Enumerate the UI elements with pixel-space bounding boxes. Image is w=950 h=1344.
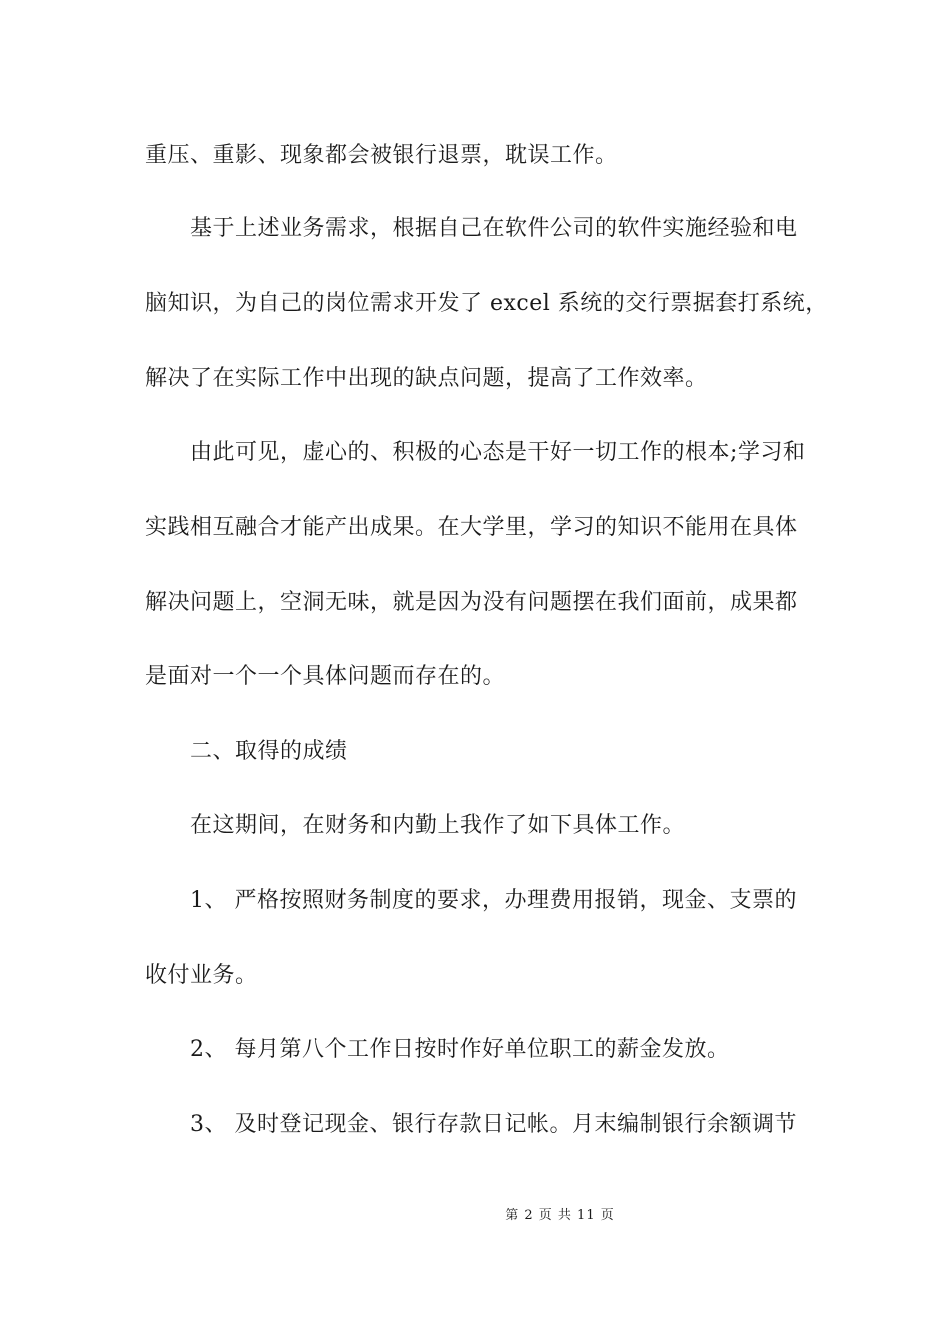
paragraph-line: 脑知识，为自己的岗位需求开发了 excel 系统的交行票据套打系统， xyxy=(145,291,828,316)
paragraph-line: 解决问题上，空洞无味，就是因为没有问题摆在我们面前，成果都 xyxy=(145,590,798,615)
paragraph-line: 由此可见，虚心的、积极的心态是干好一切工作的根本;学习和 xyxy=(190,440,806,465)
list-item: 1、 严格按照财务制度的要求，办理费用报销，现金、支票的 xyxy=(190,888,797,913)
paragraph-line: 是面对一个一个具体问题而存在的。 xyxy=(145,664,506,689)
paragraph-line: 在这期间，在财务和内勤上我作了如下具体工作。 xyxy=(190,813,686,838)
list-item: 2、 每月第八个工作日按时作好单位职工的薪金发放。 xyxy=(190,1037,730,1062)
paragraph-line: 基于上述业务需求，根据自己在软件公司的软件实施经验和电 xyxy=(190,216,798,241)
paragraph-line: 重压、重影、现象都会被银行退票，耽误工作。 xyxy=(145,143,618,168)
paragraph-line: 解决了在实际工作中出现的缺点问题，提高了工作效率。 xyxy=(145,366,708,391)
list-item: 3、 及时登记现金、银行存款日记帐。月末编制银行余额调节 xyxy=(190,1112,797,1137)
page-number-footer: 第 2 页 共 11 页 xyxy=(505,1208,615,1223)
paragraph-line: 收付业务。 xyxy=(145,963,258,988)
paragraph-line: 实践相互融合才能产出成果。在大学里，学习的知识不能用在具体 xyxy=(145,515,798,540)
section-heading: 二、取得的成绩 xyxy=(190,739,348,764)
